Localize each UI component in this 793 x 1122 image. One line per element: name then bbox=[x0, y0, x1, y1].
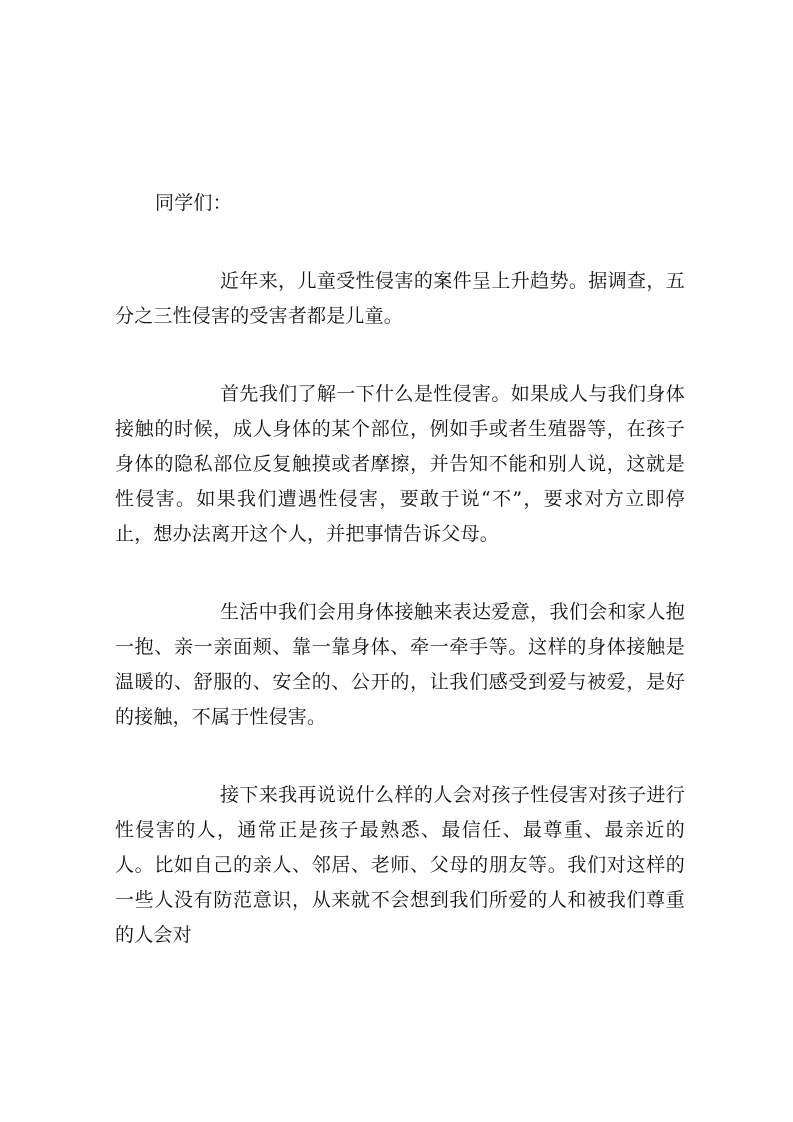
paragraph-definition: 首先我们了解一下什么是性侵害。如果成人与我们身体接触的时候，成人身体的某个部位，例如手或者生殖器等，在孩子身体的隐私部位反复触摸或者摩擦，并告知不能和别人说，这就是性侵害。如果我们遭遇性侵害，要敢于说“不”，要求对方立即停止，想办法离开这个人，并把事情告诉父母。 bbox=[115, 383, 685, 545]
paragraph-perpetrators: 接下来我再说说什么样的人会对孩子性侵害对孩子进行性侵害的人，通常正是孩子最熟悉、最信任、最尊重、最亲近的人。比如自己的亲人、邻居、老师、父母的朋友等。我们对这样的一些人没有防范意识，从来就不会想到我们所爱的人和被我们尊重的人会对 bbox=[115, 784, 685, 946]
paragraph-intro: 近年来，儿童受性侵害的案件呈上升趋势。据调查，五分之三性侵害的受害者都是儿童。 bbox=[115, 270, 685, 327]
document-body bbox=[115, 186, 685, 953]
paragraph-good-touch: 生活中我们会用身体接触来表达爱意，我们会和家人抱一抱、亲一亲面颊、靠一靠身体、牵一牵手等。这样的身体接触是温暖的、舒服的、安全的、公开的，让我们感受到爱与被爱，是好的接触，不属于性侵害。 bbox=[115, 601, 685, 728]
salutation: 同学们： bbox=[155, 192, 232, 214]
